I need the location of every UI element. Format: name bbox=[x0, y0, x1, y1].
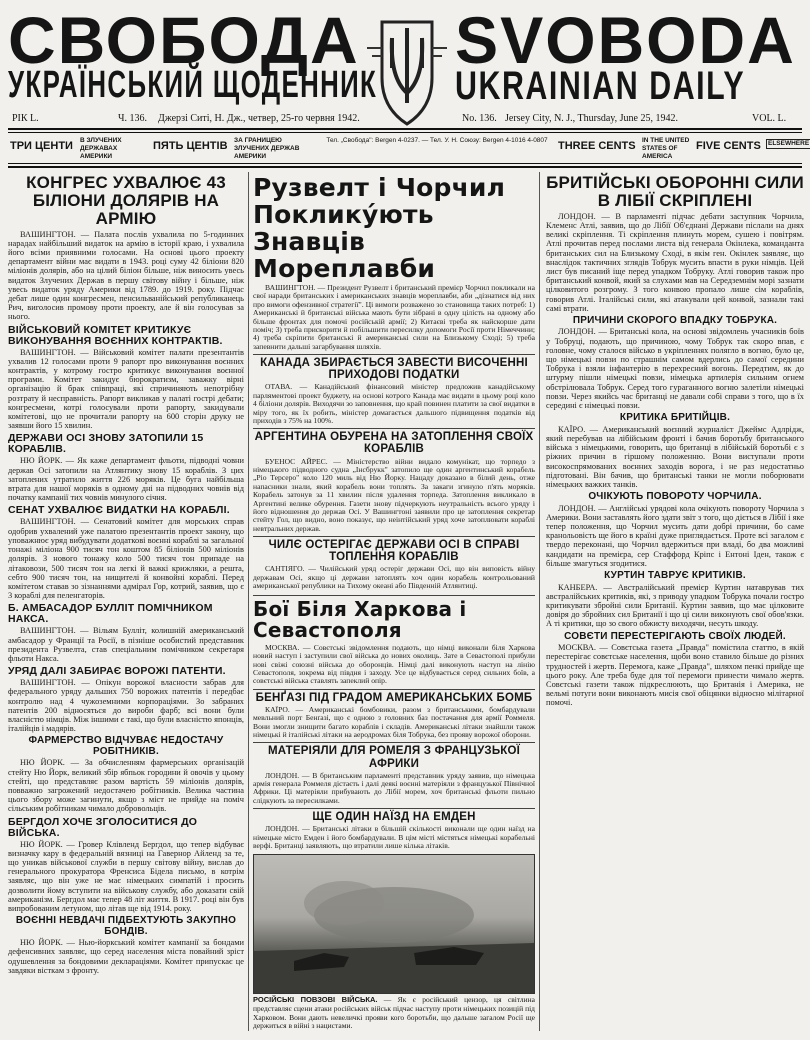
divider bbox=[8, 166, 802, 168]
article-body: НЮ ЙОРК. — За обчисленням фармерських організацій стейту Ню Йорк, великий збір ябпьок городини й овочів у цьому стейті, що представляє разом вартість 59 міліонів долярів, повважно загрожений недостачею робітників. Велика частина цього збору може загинути, якщо з міст не прийде на поміч сільським робітникам чимало добровольців. bbox=[8, 758, 244, 814]
news-photo-tanks bbox=[253, 854, 535, 994]
article-headline: БЕРГДОЛ ХОЧЕ ЗГОЛОСИТИСЯ ДО ВІЙСЬКА. bbox=[8, 815, 198, 839]
article-headline: ДЕРЖАВИ ОСІ ЗНОВУ ЗАТОПИЛИ 15 КОРАБЛІВ. bbox=[8, 432, 204, 456]
issue-ua: Ч. 136. bbox=[118, 113, 147, 124]
date-ua: Джерзі Ситі, Н. Дж., четвер, 25-го червня 1942. bbox=[158, 113, 360, 124]
price-en-abroad: FIVE CENTS bbox=[696, 140, 761, 152]
photo-caption bbox=[253, 996, 535, 1030]
article-headline: КУРТИН ТАВРУЄ КРИТИКІВ. bbox=[604, 570, 746, 582]
article-headline: ФАРМЕРСТВО ВІДЧУВАЄ НЕДОСТАЧУ РОБІТНИКІВ. bbox=[28, 735, 224, 757]
article-body: БУЕНОС АЙРЕС. — Міністерство війни видало комунікат, що торпедо з німецького підводного судна „Інсбрукк" затопило ще один аргентинський корабель „Ріо Терсеро" коло 120 миль від Ню Йорку. Нацаду доказано в білий день, отже напасники знали, який корабель вони топлять. За закаги згинуло п'ять моряків. Корабель затонув за 11 хвилин після удалення торпеда. Затоплення викликало в Аргентині велике обурення. Газети знову підчеркують неутральність всього уряду і його відношення до держав Осі. У Вашингтоні заявили про це затоплення секретар стейту Гол, що видно, воно показує, що неінтійський уряд хоче затоплювати кораблі невтральних держав. bbox=[253, 456, 535, 533]
price-ua-abroad: ПЯТЬ ЦЕНТІВ bbox=[153, 140, 228, 152]
price-note: IN THE UNITED STATES OF AMERICA bbox=[642, 137, 690, 160]
article-headline: ВОЄННІ НЕВДАЧІ ПІДБЕХТУЮТЬ ЗАКУПНО БОНДІВ. bbox=[15, 915, 237, 937]
article-headline: ВІЙСЬКОВИЙ КОМІТЕТ КРИТИКУЄ ВИКОНУВАННЯ ВОЄННИХ КОНТРАКТІВ. bbox=[8, 323, 223, 347]
title-ukrainian: СВОБОДА bbox=[8, 3, 360, 77]
article-body: КАНБЕРА. — Австралійський премієр Куртин натаврував тих австралійських критиків, які, з приводу упадком Тобрука почали гостро критикувати збройні сили Британії. Куртин заявив, що має цілковите довіря до збройних сил Британії і що ці сили виконують свої обов'язки. А ті критики, що зо свого обжисту виходячи, несуть шкоду. bbox=[546, 582, 804, 629]
article-headline: КАНАДА ЗБИРАЄТЬСЯ ЗАВЕСТИ ВИСОЧЕННІ ПРИХОДОВІ ПОДАТКИ bbox=[253, 354, 535, 381]
vol-en: VOL. L. bbox=[752, 113, 787, 124]
lead-headline: Рузвелт і Чорчил Поклику́ють Знавців Мореплавби bbox=[253, 173, 506, 283]
article-body: КАЇРО. — Американський воєнний журналіст Джеймс Адлрідж, який перебував на лібійським фронті і бачив боротьбу британського війська з німецькими, говорить, що британці в лібійській боротьбі є з ріжних причин в гіршому положенню. Вони виступали проти високоспрямованих воєнних заходів ворога, і не раз недостатньо підготовані. Він бачив, що британські танки не могли поборювати німецьких важких танків. bbox=[546, 424, 804, 489]
subtitle-english: UKRAINIAN DAILY bbox=[455, 64, 746, 108]
left-column bbox=[8, 172, 244, 975]
article-body: ОТАВА. — Канадійський фінансовий міністер предложив канадійському парляментові проект буджету, на основі котрого Канада має видати в цьому році коло 4 біліони долярів. Виходячи зо заповнення, що край повинен платити за свої видатки в міру того, як їх робить, міністер домагається дальшого підвищення податків від приходів з 75% на 100%. bbox=[253, 382, 535, 425]
article-headline: АРГЕНТИНА ОБУРЕНА НА ЗАТОПЛЕННЯ СВОЇХ КОРАБЛІВ bbox=[253, 428, 535, 455]
title-english: SVOBODA bbox=[455, 3, 796, 77]
article-headline: СОВЄТИ ПЕРЕСТЕРІГАЮТЬ СВОЇХ ЛЮДЕЙ. bbox=[564, 630, 786, 642]
issue-en: No. 136. bbox=[462, 113, 497, 124]
divider bbox=[8, 128, 802, 130]
subtitle-ukrainian: УКРАЇНСЬКИЙ ЩОДЕННИК bbox=[8, 64, 378, 106]
trident-emblem-icon bbox=[362, 8, 452, 126]
divider bbox=[8, 132, 802, 133]
article-body: ЛОНДОН. — В британським парламенті представник уряду заявив, що німецька армія генерала Роммеля дістаєть і далі деякі воєнні матеріяли з французької Північної Африки. Ці матеріяли прибувають до Лібії морем, хоч британські фльоти пильно слідкують за пересилками. bbox=[253, 770, 535, 805]
article-body: ВАШИНГТОН. — Опікун ворожої власности забрав для федерального уряду дальших 750 ворожих патентів і передбає контролю над 4 чужоземними корпораціями. Зо забраних патентів 200 відносяться до вироби фарб; всі вони були власністю німців. Між іншими є такі, що були власністю японців, італійців і мадярів. bbox=[8, 678, 244, 734]
lead-article-body: ВАШИНГТОН. — Президент Рузвелт і британський премієр Чорчил покликали на свої наради британських і американських знавців мореплавби, аби „дізнатися від них про вимоги офензивної стратегії". Ці вимоги розважено зо становища таких потреб: 1) Американські й британські війська мають бути зібрані в одну цілість на одному або більше фронтах для помочі російській армії; 2) Китаєві треба як найскорше дати поміч; 3) треба прискорити й побільшити пересилку допомоги Росії проти Німеччини; 4) треба скріпити британські й американські сили на Близькому Сході; 5) треба запевнити дальші загарбування шляхів. bbox=[253, 283, 535, 351]
price-ua-domestic: ТРИ ЦЕНТИ bbox=[10, 140, 73, 152]
price-note: ELSEWHERE bbox=[768, 140, 810, 147]
article-headline: ЩЕ ОДИН НАЇЗД НА ЕМДЕН bbox=[253, 808, 535, 823]
photo-caption-title: РОСІЙСЬКІ ПОВЗОВІ ВІЙСЬКА. bbox=[253, 995, 378, 1005]
article-body: ВАШИНГТОН. — Палата послів ухвалила по 5-годинних нарадах найбільший видаток на армію в історії краю, і ухвалила його всіми приявними голосами. На основі цього проекту департамент війни має видати в 1943. році суму 42 біліони 820 міліонів долярів, або на цілий біліон більше, ніж виносить увесь видаток Злучених Держав в першу світову війну і більше, ніж увесь видаток уряду Америки від 1789. до 1919. року. Підчас дебат лише один конгресмен, пенсильванійський републиканець Рич, виголосив промову проти проекту, але й він голосував за нього. bbox=[8, 229, 244, 322]
year-ua: РІК L. bbox=[12, 113, 39, 124]
date-en: Jersey City, N. J., Thursday, June 25, 1942. bbox=[505, 113, 678, 124]
article-body: ЛОНДОН. — Британські кола, на основі звідомлень учасників боїв у Тобруці, подають, що причиною, чому Тобрук так скоро впав, є головне, чому сталося військо в укріпленнях полягло в вогню, було це, що німецькі повзи по страшнім самом вдерлись до самої середини Тобрука і взяли інфантерію в перехресний вогонь. Передтим, як до штурму пішли німецькі повзи, німецька артилерія сильним огнем обстрілювала Тобрук. Серед того гураганного вогню залетіли німецькі повзи. Через якийсь час британці не давали собі справи з того, що в їх середині є німецькі повзи. bbox=[546, 327, 804, 411]
article-headline: МАТЕРІЯЛИ ДЛЯ РОМЕЛЯ З ФРАНЦУЗЬКОЇ АФРИКИ bbox=[253, 742, 535, 769]
article-headline: КОНГРЕС УХВАЛЮЄ 43 БІЛІОНИ ДОЛЯРІВ НА АРМІЮ bbox=[26, 173, 226, 228]
right-column bbox=[546, 172, 804, 708]
divider bbox=[8, 163, 802, 164]
article-body: НЮ ЙОРК. — Як каже департамент фльоти, підводні човни держав Осі затопили на Атлянтику знову 15 кораблів. З цих затоплених утратило життя 226 моряків. Це буга найбільша втрата для нашої моряків в одному дні на підводних човнів від початку кампанії тих човнів минулого січня. bbox=[8, 456, 244, 503]
article-headline: КРИТИКА БРИТІЙЦІВ. bbox=[619, 412, 731, 424]
article-body: НЮ ЙОРК. — Нью-йоркський комітет кампанії за бондами дефенсивних заявляє, що серед населення міста повайний зріст одушевлення за бондовими деклараціями. Комітет припускає це завдяки вісткам з фронту. bbox=[8, 938, 244, 975]
article-headline: СЕНАТ УХВАЛЮЄ ВИДАТКИ НА КОРАБЛІ. bbox=[8, 504, 230, 517]
article-body: ВАШИНГТОН. — Сенатовий комітет для морських справ одобрив ухвалений уже палатою презентантів проект закону, що уповажнює уряд вибудувати додаткові воєнні кораблі за загальної тонажі міліона 900 тисяч тон коштом 85 біліонів 500 міліонів долярів. З нового тонажу коло 500 тисяч тон припаде на літаковози, 500 тисяч тон на легкі й важкі крижляки, а решта, себто 900 тисяч тон, на нищителі й конвойні кораблі. Перед комітетом ставав зо зізнаннями адмірал Гор, котрий, заявив, що є 3 кораблі для пеленгаторів. bbox=[8, 517, 244, 601]
article-body: ВАШИНГТОН. — Військовий комітет палати презентантів ухвалив 12 голосами проти 9 рапорт про виконування воєнних контрактів, у котрому гостро критикує виконування воєнної програми. Комітет закидує бюрократизм, заважку вірні організацію й брак співпраці, які спричиняють непотрібну розтрату й несправність. Рапорт викликав у палаті гострі дебати; конгресмени, котрі голосували проти рапорту, закидували комітетові, що не прочитали рапорту на 600 сторін друку не заявши його 15 хвилин. bbox=[8, 347, 244, 431]
article-headline: БРИТІЙСЬКІ ОБОРОННІ СИЛИ В ЛІБІЇ СКРІПЛЕНІ bbox=[546, 173, 804, 210]
second-headline: Бої Біля Харкова і Севастополя bbox=[253, 595, 535, 642]
article-headline: УРЯД ДАЛІ ЗАБИРАЄ ВОРОЖІ ПАТЕНТИ. bbox=[8, 665, 226, 678]
article-body: МОСКВА. — Совєтська газета „Правда" помістила статтю, в якій перестерігає совєтське населення, щоби воно ставило більше до різних трудностей і жертв. Перемога, каже „Правда", шляхом пенкі прийде ще цього року. Але треба буде для тої перемоги принести чимало жертв. Совєтські газети також підкреслюють, що Британія і Америка, не вельмі потуги вони виконають мисія свої обіцянки відносно мілітарної помочі. bbox=[546, 643, 804, 708]
article-body: САНТІЯГО. — Чилійський уряд остеріг держави Осі, що він виповість війну державам Осі, якщо ці держави затоплять хоч один корабель контрольований американської републики на Тихому океані або Південній Атлянтиці. bbox=[253, 564, 535, 591]
article-body: ЛОНДОН. — В парламенті підчас дебати заступник Чорчила, Клеменс Атлі, заявив, що до Лібії Об'єднані Держави післали на днях великі скріплення. Ті скріплення плинуть морем, сушею і повітрям. Атлі прочитав перед послами листа від генерала Окінлека, команданта британських сил на Близькому Сході, в якім ген. Окінлек заявляє, що внаслідок тактичних зглядів Тобрук мусить впасти в руки німців. Цей лист був писаний іще перед упадком Тобруку. Атлі говорив також про британський конвой, який за слухами мав на Середземнім морі зазнати цілковитого розгрому. З того конвою пропало лише сім кораблів, говорив Атлі. Італійські сили, які атакували цей конвой, зазнали такі самі втрати. bbox=[546, 211, 804, 313]
price-en-domestic: THREE CENTS bbox=[558, 140, 636, 152]
article-body: КАЇРО. — Американські бомбовики, разом з британськими, бомбардували мевльний порт Бенґазі, що є одною з головних баз постачання для армії Роммеля. Вони змогли знищити багато кораблів і складів. Американські літаки знайшли також німецькі й італійські літаки на аеродромах біля Тобрука, без прояву ворожої оборони. bbox=[253, 704, 535, 740]
article-headline: БЕНҐАЗІ ПІД ГРАДОМ АМЕРИКАНСЬКИХ БОМБ bbox=[253, 689, 535, 704]
masthead bbox=[0, 0, 810, 130]
article-headline: ЧИЛЄ ОСТЕРІГАЄ ДЕРЖАВИ ОСІ В СПРАВІ ТОПЛЕННЯ КОРАБЛІВ bbox=[253, 536, 535, 563]
article-headline: ОЧІКУЮТЬ ПОВОРОТУ ЧОРЧИЛА. bbox=[588, 491, 762, 503]
price-note: ЗА ГРАНИЦЕЮ ЗЛУЧЕНИХ ДЕРЖАВ АМЕРИКИ bbox=[234, 137, 300, 160]
article-body: ВАШИНГТОН. — Вільям Булліт, колишній американський амбасадор у Франції та Росії, в пізніше особистий представник президента Рузвелта, став спеціальним помічником секретаря фльоти Накса. bbox=[8, 626, 244, 663]
price-note: В ЗЛУЧЕНИХ ДЕРЖАВАХ АМЕРИКИ bbox=[80, 137, 122, 160]
article-headline: ПРИЧИНИ СКОРОГО ВПАДКУ ТОБРУКА. bbox=[572, 314, 778, 326]
photo-caption-text: — Як є російський цензор, ця світлина представляє сцени атаки російських військ підчас наступу проти німецьких позицій під Харковом. Вони дають невеличкі прояви кого боротьби, що дальше загалом Росії ще держиться в війні з нацистами. bbox=[253, 995, 536, 1031]
second-article-body: МОСКВА. — Совєтські звідомлення подають, що німці виконали біля Харкова новий наступ і заступили свої війська до нових околиць. Зате в Севастополі прибули нові свіжі союзні війська до оборонців. Німці далі виконують наступ на лінію Севастополя, зокрема від півдня і заходу. Усе це відбувається серед сильних боїв, а совєтські війська ставлять запеклий опір. bbox=[253, 642, 535, 686]
phone-numbers: Тел. „Свобода": Bergen 4-0237. — Тел. У. Н. Союзу: Bergen 4-1016 4-0807 bbox=[326, 137, 548, 144]
article-body: НЮ ЙОРК. — Гровер Клівленд Бергдол, що тепер відбуває визначку кару в федеральній вязниці на Гавернор Айленд за те, що уникав військової служби в першу світову війну, вислав до генерального прокуратора Френсиса Бідела письмо, в котрім заявляє, що він уже не має німецьких симпатій і просить дозволити йому вступити на військову службу, або доказати свій американізм. Бергдол має тепер 48 літ життя. В 1917. році він був випробованим летуном, що літав ще від 1914. року. bbox=[8, 839, 244, 914]
middle-column bbox=[248, 172, 540, 1031]
article-body: ЛОНДОН. — Англійські урядові кола очікують повороту Чорчила з Америки. Вони заставлять його здати звіт з того, що діється в Лібії і яке тепер положення, що Чорчил мусить дати добрі причини, бо саме кранольовість ще його в країні дуже приглядається. Проте всі загалом є твердо переконані, що Чорчил вдержиться при владі, бо два можливі кандидати на премієра, сер Стаффорд Кріпс і Ентоні Іден, також є більше змагуться згодитися. bbox=[546, 503, 804, 568]
article-headline: Б. АМБАСАДОР БУЛЛІТ ПОМІЧНИКОМ НАКСА. bbox=[8, 602, 213, 626]
article-body: ЛОНДОН. — Британські літаки в більшій скількості виконали ще один наїзд на німецьке місто Емден і його бомбардували. В цім місті містяться німецькі корабельні верфі. Британці заявляють, що втратили лише кілька літаків. bbox=[253, 824, 535, 851]
